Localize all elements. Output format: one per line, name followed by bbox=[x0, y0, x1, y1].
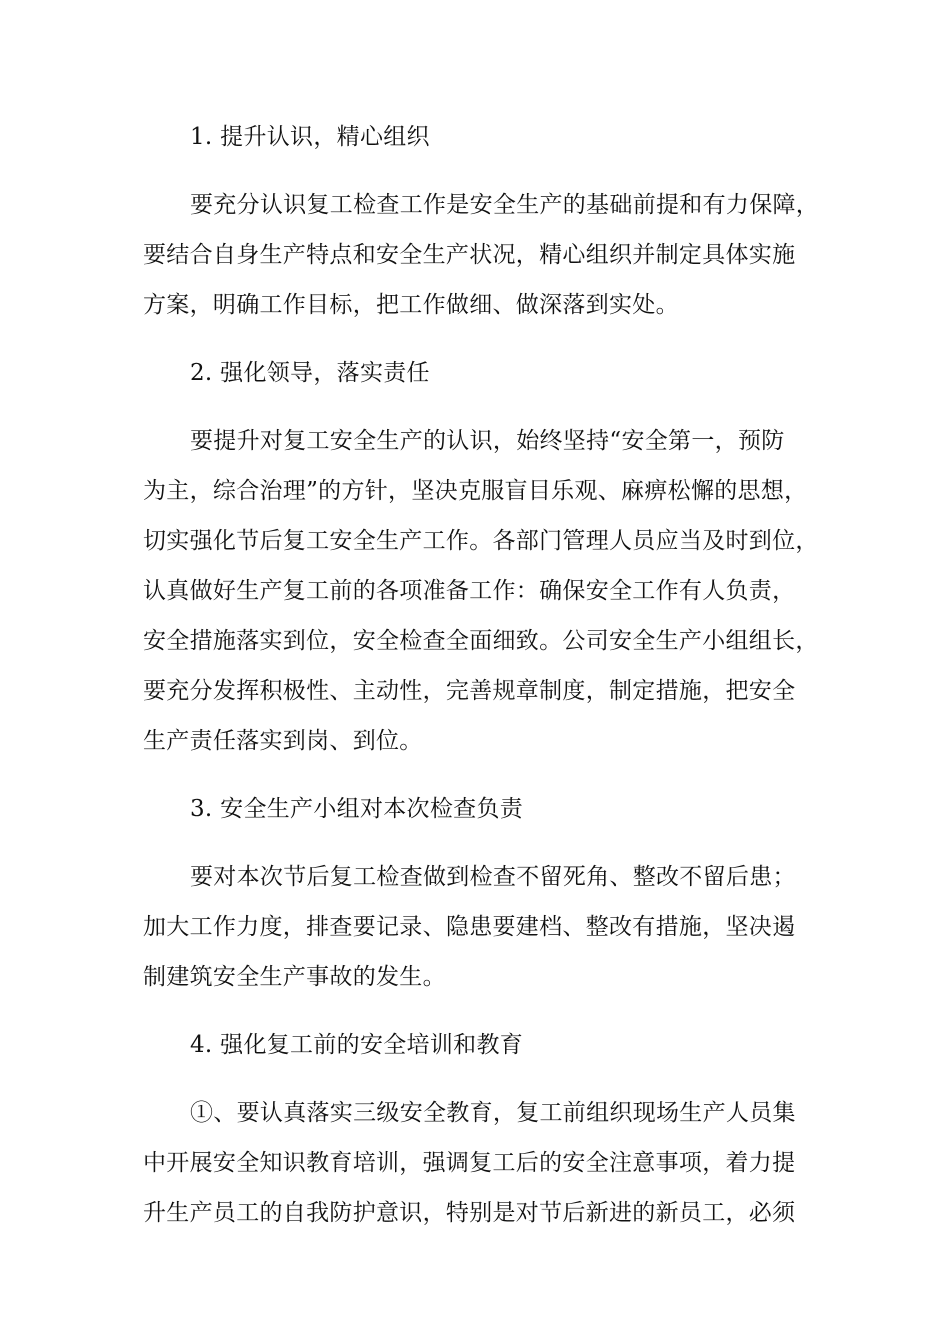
paragraph-line: 要提升对复工安全生产的认识，始终坚持“安全第一，预防 bbox=[190, 428, 785, 454]
paragraph-line: 制建筑安全生产事故的发生。 bbox=[143, 964, 446, 990]
section-heading: 2. 强化领导，落实责任 bbox=[190, 360, 430, 386]
paragraph-line: 要充分认识复工检查工作是安全生产的基础前提和有力保障， bbox=[190, 192, 820, 218]
section-heading: 1. 提升认识，精心组织 bbox=[190, 124, 430, 150]
paragraph-line: 中开展安全知识教育培训，强调复工后的安全注意事项，着力提 bbox=[143, 1150, 796, 1176]
section-heading: 3. 安全生产小组对本次检查负责 bbox=[190, 796, 524, 822]
paragraph-line: 加大工作力度，排查要记录、隐患要建档、整改有措施，坚决遏 bbox=[143, 914, 796, 940]
paragraph-line: 为主，综合治理”的方针，坚决克服盲目乐观、麻痹松懈的思想， bbox=[143, 478, 808, 504]
section-heading: 4. 强化复工前的安全培训和教育 bbox=[190, 1032, 524, 1058]
paragraph-line: 认真做好生产复工前的各项准备工作：确保安全工作有人负责， bbox=[143, 578, 796, 604]
paragraph-line: 方案，明确工作目标，把工作做细、做深落到实处。 bbox=[143, 292, 679, 318]
paragraph-line: 生产责任落实到岗、到位。 bbox=[143, 728, 423, 754]
paragraph-line: 安全措施落实到位，安全检查全面细致。公司安全生产小组组长， bbox=[143, 628, 819, 654]
paragraph-line: 要充分发挥积极性、主动性，完善规章制度，制定措施，把安全 bbox=[143, 678, 796, 704]
paragraph-line: ①、要认真落实三级安全教育，复工前组织现场生产人员集 bbox=[190, 1100, 796, 1126]
paragraph-line: 切实强化节后复工安全生产工作。各部门管理人员应当及时到位， bbox=[143, 528, 819, 554]
paragraph-line: 升生产员工的自我防护意识，特别是对节后新进的新员工，必须 bbox=[143, 1200, 796, 1226]
paragraph-line: 要对本次节后复工检查做到检查不留死角、整改不留后患； bbox=[190, 864, 796, 890]
paragraph-line: 要结合自身生产特点和安全生产状况，精心组织并制定具体实施 bbox=[143, 242, 796, 268]
